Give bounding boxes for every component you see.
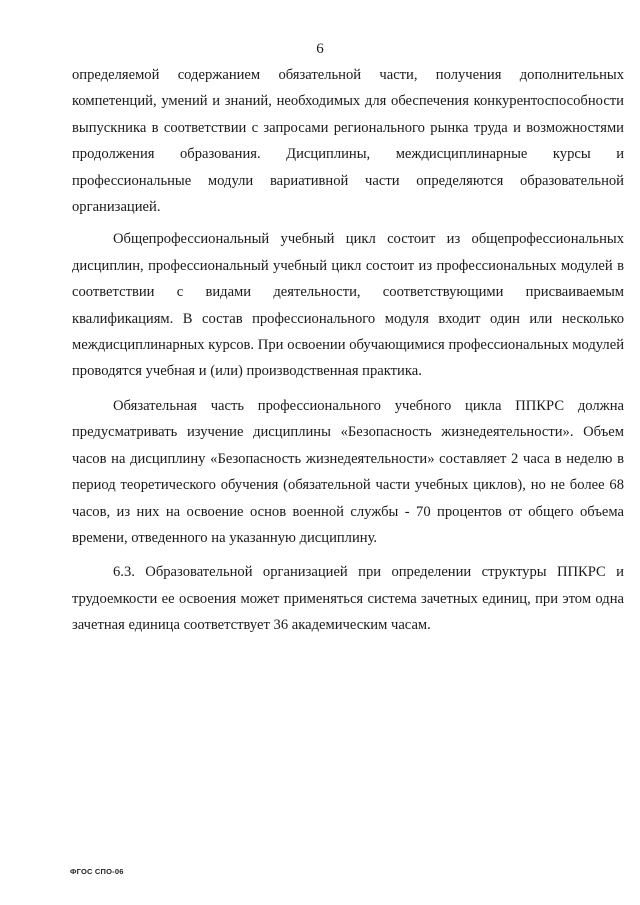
paragraph-continuation: определяемой содержанием обязательной части, получения дополнительных компетенций, умений и знаний, необходимых для обеспечения конкурентоспособности выпускника в соответствии с запросами регионального рынка труда и возможностями продолжения образования. Дисциплины, междисциплинарные курсы и профессиональные модули вариативной части определяются образовательной организацией. (72, 67, 624, 216)
document-body (72, 62, 624, 639)
footer-document-code: ФГОС СПО-06 (70, 867, 124, 876)
page-number: 6 (316, 41, 324, 57)
paragraph-life-safety: Обязательная часть профессионального учебного цикла ППКРС должна предусматривать изучение дисциплины «Безопасность жизнедеятельности». Объем часов на дисциплину «Безопасность жизнедеятельности» составляет 2 часа в неделю в период теоретического обучения (обязательной части учебных циклов), но не более 68 часов, из них на освоение основ военной службы - 70 процентов от общего объема времени, отведенного на указанную дисциплину. (72, 397, 624, 546)
paragraph-general-professional-cycle: Общепрофессиональный учебный цикл состоит из общепрофессиональных дисциплин, профессиональный учебный цикл состоит из профессиональных модулей в соответствии с видами деятельности, соответствующими присваиваемым квалификациям. В состав профессионального модуля входит один или несколько междисциплинарных курсов. При освоении обучающимися профессиональных модулей проводятся учебная и (или) производственная практика. (72, 231, 624, 380)
paragraph-credit-units: 6.3. Образовательной организацией при определении структуры ППКРС и трудоемкости ее освоения может применяться система зачетных единиц, при этом одна зачетная единица соответствует 36 академическим часам. (72, 564, 624, 634)
